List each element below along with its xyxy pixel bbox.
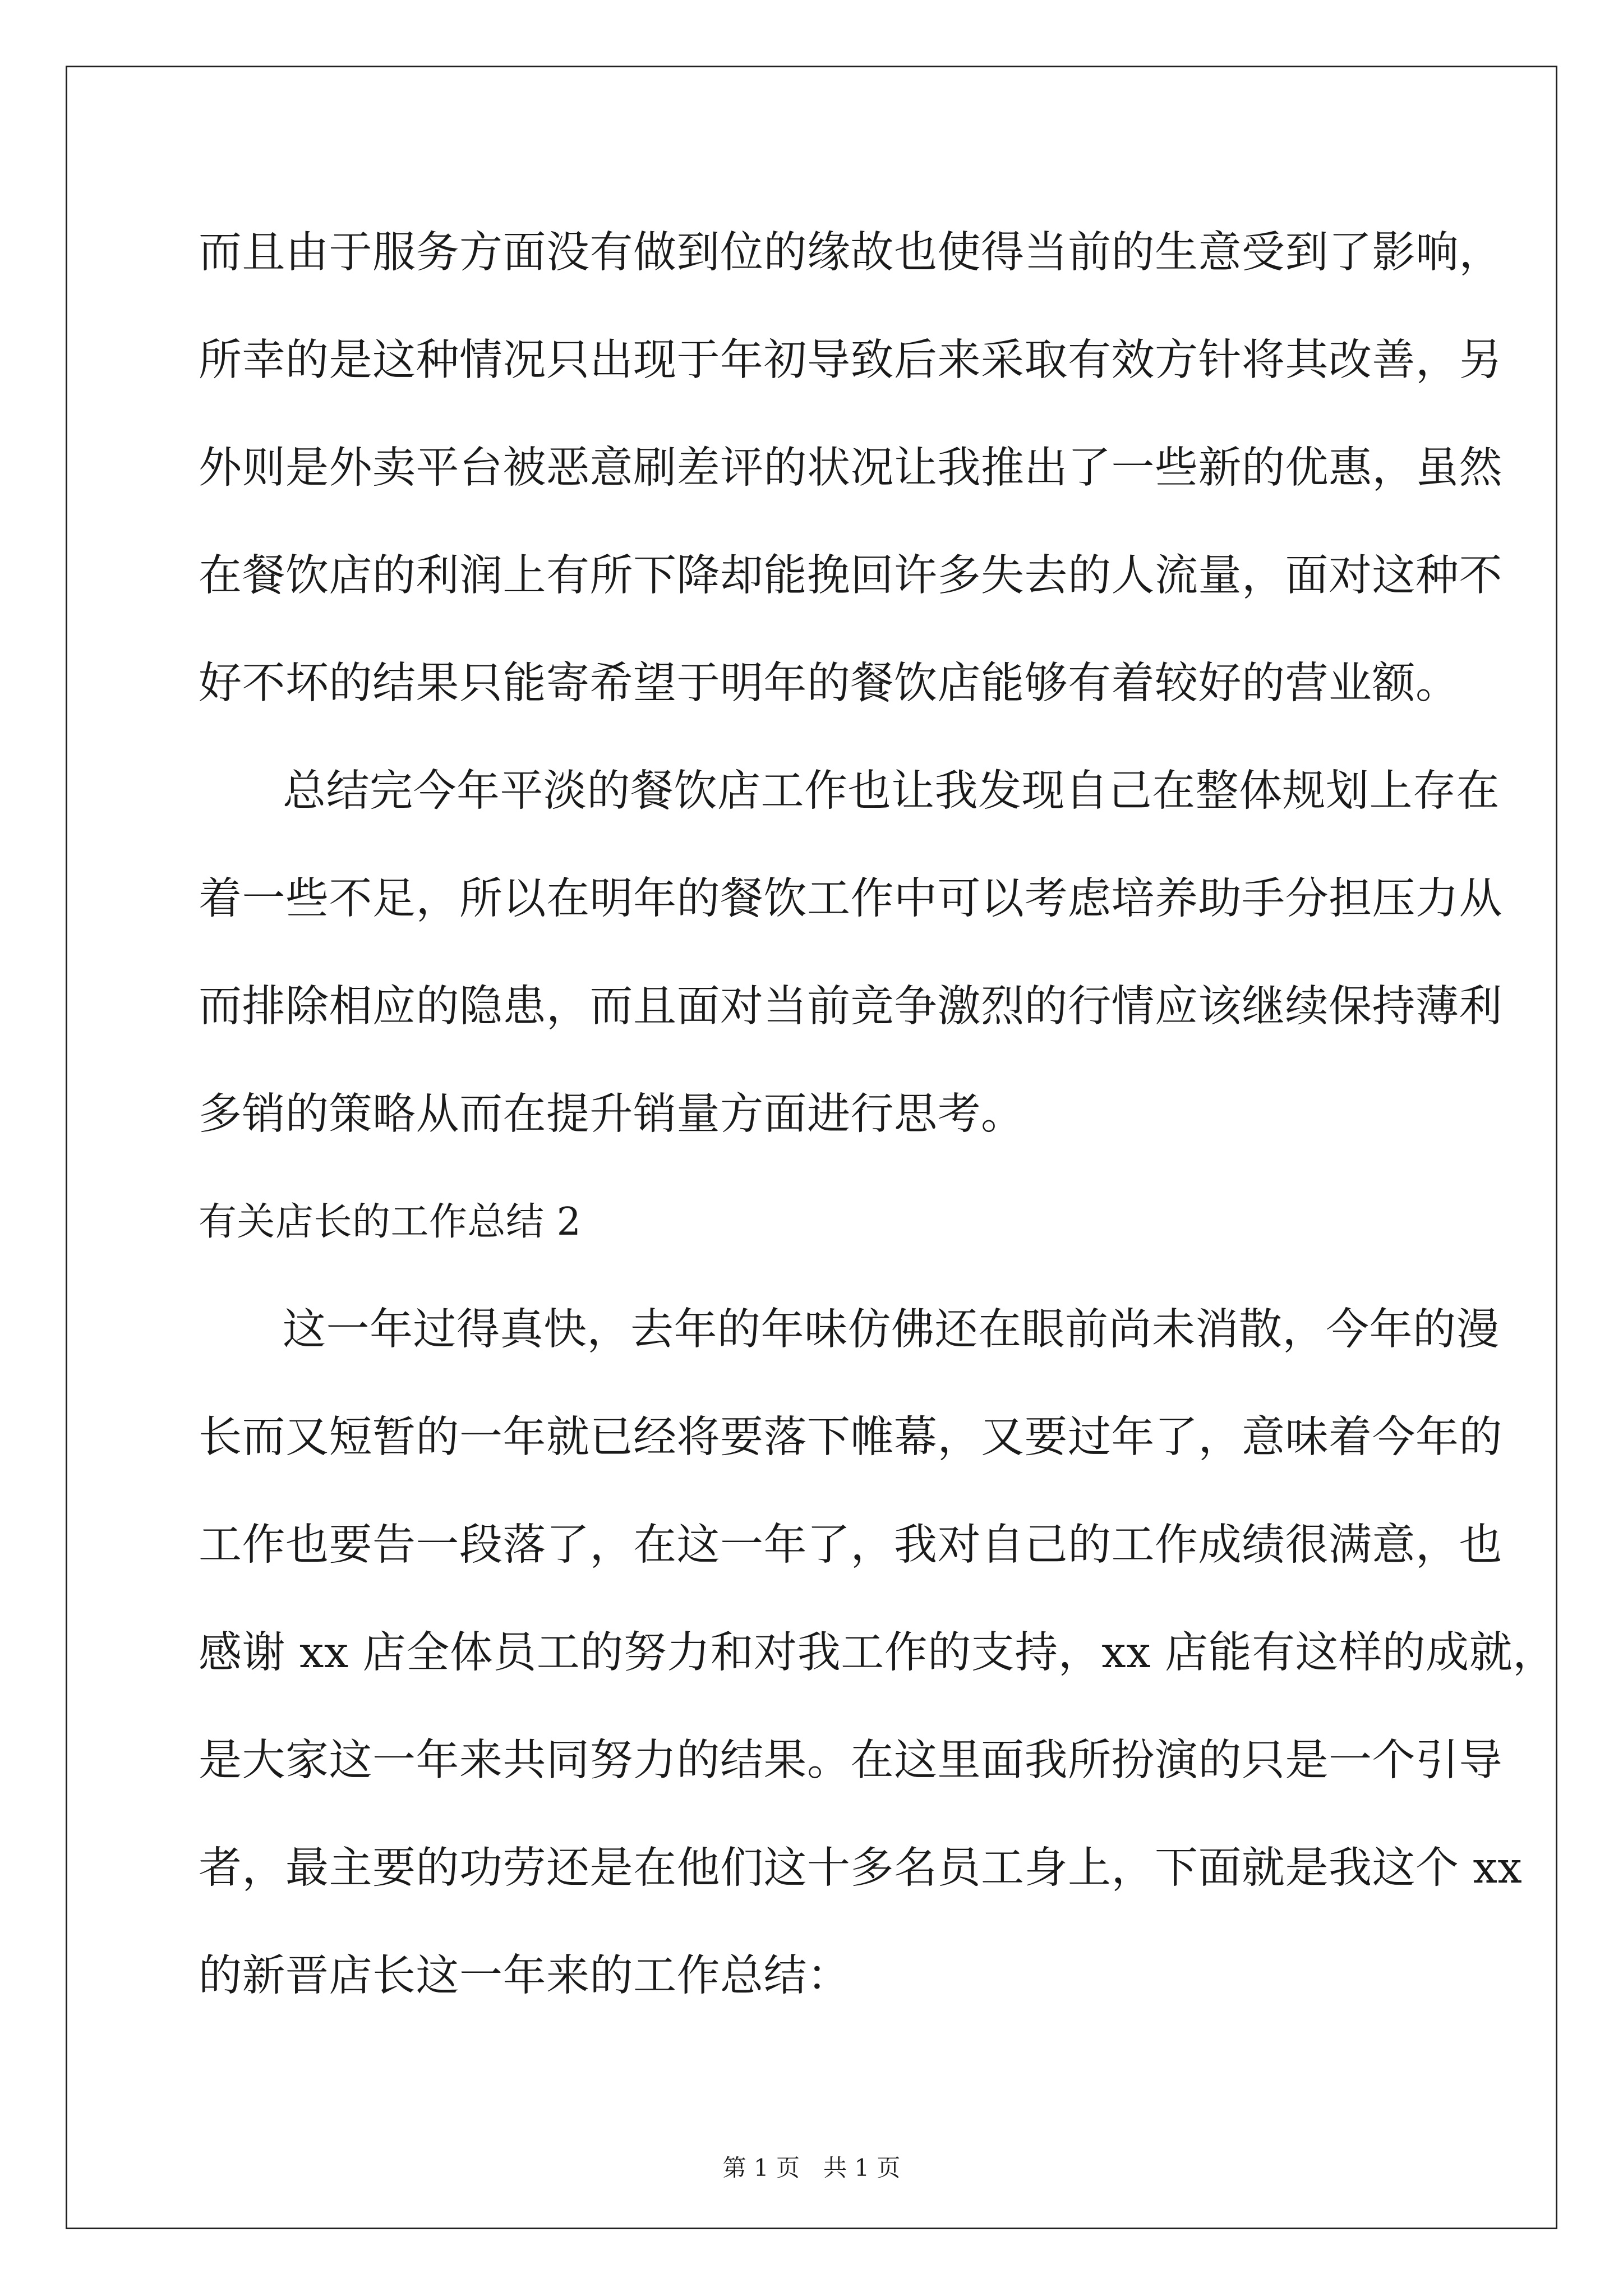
paragraph-line: 外则是外卖平台被恶意刷差评的状况让我推出了一些新的优惠，虽然 bbox=[199, 443, 1502, 493]
paragraph-line: 所幸的是这种情况只出现于年初导致后来采取有效方针将其改善，另 bbox=[199, 335, 1502, 385]
paragraph-line: 者，最主要的功劳还是在他们这十多名员工身上，下面就是我这个 xx bbox=[199, 1843, 1523, 1893]
paragraph-line: 好不坏的结果只能寄希望于明年的餐饮店能够有着较好的营业额。 bbox=[199, 659, 1459, 708]
paragraph-line: 的新晋店长这一年来的工作总结： bbox=[199, 1951, 851, 2001]
document-body bbox=[199, 199, 1556, 2030]
paragraph-line: 总结完今年平淡的餐饮店工作也让我发现自己在整体规划上存在 bbox=[283, 766, 1500, 816]
paragraph-line: 在餐饮店的利润上有所下降却能挽回许多失去的人流量，面对这种不 bbox=[199, 551, 1502, 601]
paragraph-line: 感谢 xx 店全体员工的努力和对我工作的支持，xx 店能有这样的成就， bbox=[199, 1628, 1556, 1678]
section-heading: 有关店长的工作总结 2 bbox=[199, 1200, 582, 1244]
page-number-footer: 第 1 页 共 1 页 bbox=[722, 2154, 901, 2182]
paragraph-line: 这一年过得真快，去年的年味仿佛还在眼前尚未消散，今年的漫 bbox=[283, 1305, 1500, 1355]
paragraph-line: 而排除相应的隐患，而且面对当前竞争激烈的行情应该继续保持薄利 bbox=[199, 982, 1502, 1032]
paragraph-line: 是大家这一年来共同努力的结果。在这里面我所扮演的只是一个引导 bbox=[199, 1736, 1502, 1786]
paragraph-line: 多销的策略从而在提升销量方面进行思考。 bbox=[199, 1089, 1025, 1139]
paragraph-line: 而且由于服务方面没有做到位的缘故也使得当前的生意受到了影响， bbox=[199, 228, 1502, 278]
paragraph-line: 着一些不足，所以在明年的餐饮工作中可以考虑培养助手分担压力从 bbox=[199, 874, 1502, 924]
paragraph-line: 长而又短暂的一年就已经将要落下帷幕，又要过年了，意味着今年的 bbox=[199, 1412, 1502, 1462]
paragraph-line: 工作也要告一段落了，在这一年了，我对自己的工作成绩很满意，也 bbox=[199, 1520, 1502, 1570]
